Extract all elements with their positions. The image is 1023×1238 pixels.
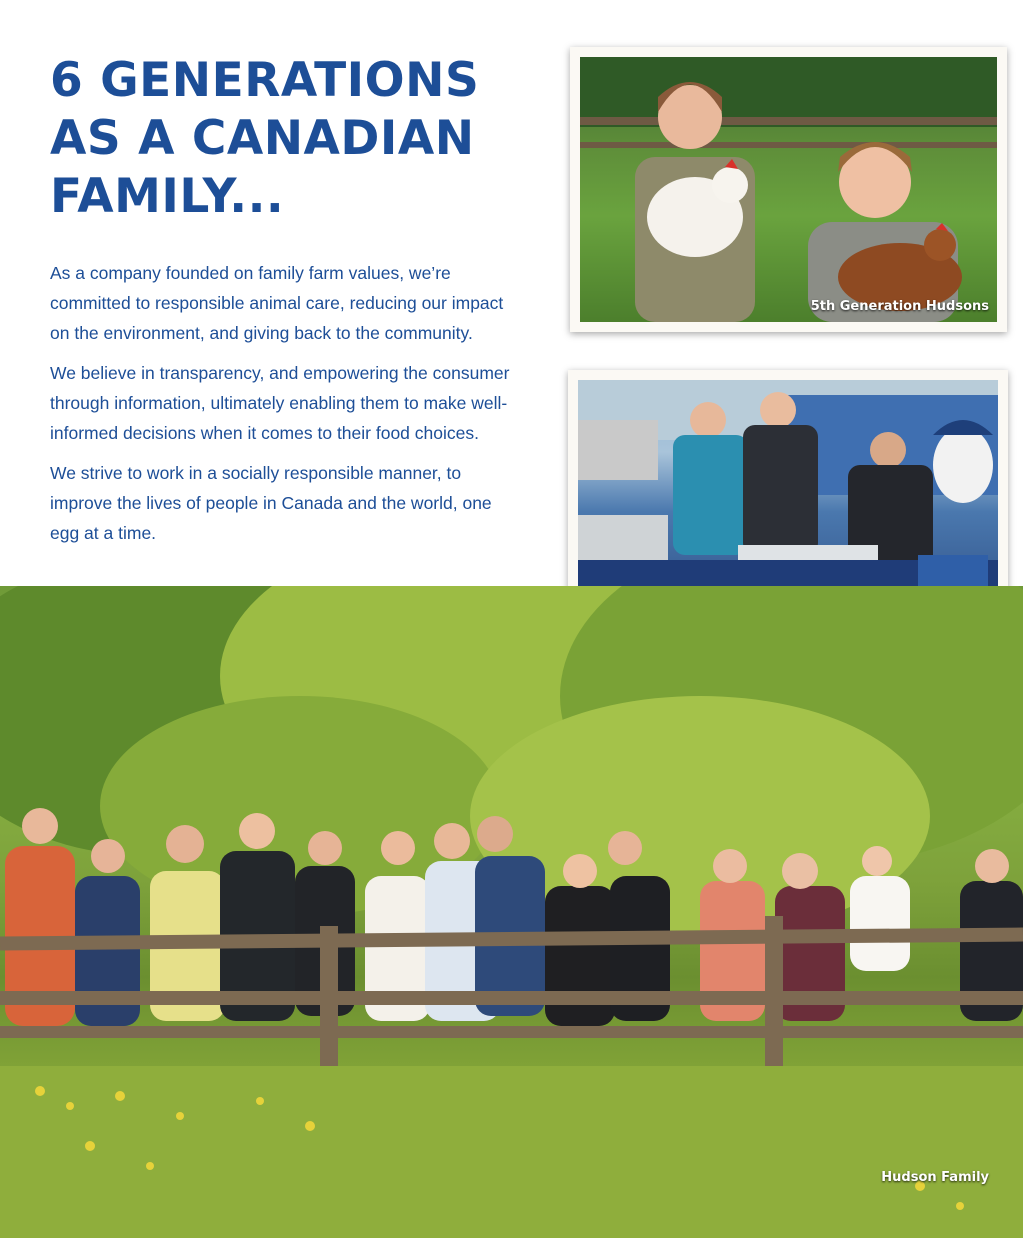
paragraph-1: As a company founded on family farm values, we’re committed to responsible animal care, reducing our impact on the environment, and giving back to the community.	[50, 263, 504, 343]
headline-line-2: AS A CANADIAN	[50, 111, 475, 166]
page-headline	[50, 52, 530, 226]
stampede-photo	[578, 380, 998, 620]
kids-photo-illustration	[580, 57, 997, 322]
headline-line-3: FAMILY...	[50, 169, 285, 224]
headline-line-1: 6 GENERATIONS	[50, 53, 480, 108]
kids-photo	[580, 57, 997, 322]
family-photo-caption: Hudson Family	[881, 1170, 989, 1185]
family-photo	[0, 586, 1023, 1238]
family-photo-illustration	[0, 586, 1023, 1238]
kids-photo-frame	[570, 47, 1007, 332]
kids-photo-caption: 5th Generation Hudsons	[810, 299, 989, 314]
stampede-photo-illustration	[578, 380, 998, 620]
paragraph-2: We believe in transparency, and empowering the consumer through information, ultimately enabling them to make well-informed decisions when it comes to their food choices.	[50, 363, 510, 443]
split-rail-fence	[0, 916, 1023, 1086]
body-copy	[50, 258, 520, 558]
paragraph-3: We strive to work in a socially responsible manner, to improve the lives of people in Canada and the world, one egg at a time.	[50, 463, 492, 543]
